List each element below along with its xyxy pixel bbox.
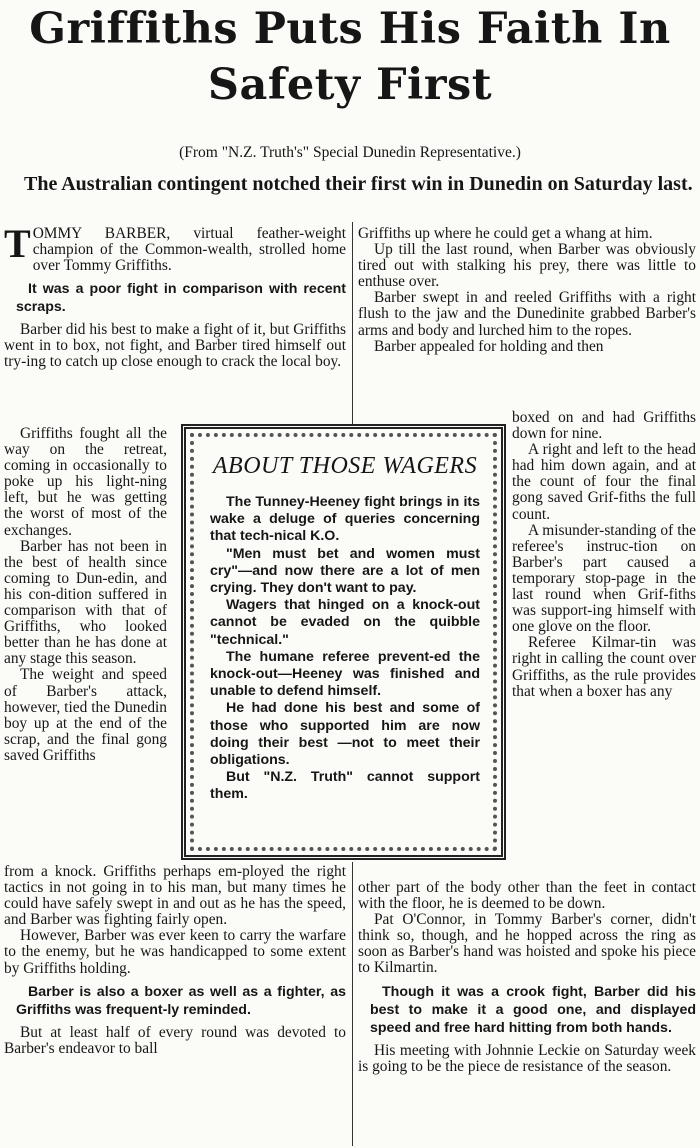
paragraph: However, Barber was ever keen to carry the warfare to the enemy, but he was handicapped to some extent by Griffiths holding. [4, 927, 346, 977]
paragraph: The weight and speed of Barber's attack, however, tied the Dunedin boy up at the end of the scrap, and the final gong saved Griffiths [4, 666, 167, 764]
paragraph: Barber swept in and reeled Griffiths with a right flush to the jaw and the Dunedinite grabbed Barber's arms and body and lurched him to the ropes. [358, 289, 696, 339]
column-rule [352, 222, 353, 424]
paragraph: Barber appealed for holding and then [374, 337, 604, 355]
intro-deck: The Australian contingent notched their first win in Dunedin on Saturday last. [24, 173, 693, 195]
paragraph: His meeting with Johnnie Leckie on Saturday week is going to be the piece de resistance of the season. [358, 1041, 696, 1075]
paragraph: A right and left to the head had him down again, and at the count of four the final gong saved Grif-fiths the full count. [512, 441, 696, 523]
column-right-bottom [358, 880, 696, 1075]
subhead-paragraph: It was a poor fight in comparison with recent scraps. [16, 281, 346, 316]
subhead-paragraph: Barber is also a boxer as well as a fighter, as Griffiths was frequent-ly reminded. [16, 983, 346, 1018]
sidebar-body [210, 494, 480, 804]
sidebar-box [181, 424, 506, 860]
column-right-narrow [512, 410, 696, 700]
sidebar-paragraph: The Tunney-Heeney fight brings in its wake a deluge of queries concerning that tech-nical K.O. [210, 494, 480, 545]
sidebar-paragraph: He had done his best and some of those who supported him are now doing their best —not to meet their obligations. [210, 700, 480, 769]
headline-line-1: Griffiths Puts His Faith In [29, 4, 671, 54]
column-left-narrow [4, 426, 167, 764]
paragraph: But at least half of every round was devoted to Barber's endeavor to ball [4, 1023, 346, 1057]
sidebar-paragraph: The humane referee prevent-ed the knock-out—Heeney was finished and unable to defend himself. [210, 648, 480, 700]
paragraph: from a knock. Griffiths perhaps em-ployed the right tactics in not going in to his man, but many times he could have safely swept in and out as he has the speed, and Barber was fighting fairly open. [4, 863, 346, 929]
paragraph: Griffiths fought all the way on the retreat, coming in occasionally to poke up his light-ning left, but he was getting the worst of most of the exchanges. [4, 425, 167, 539]
paragraph: A misunder-standing of the referee's instruc-tion on Barber's part caused a temporary stop-page in the last round when Grif-fiths was support-ing himself with one glove on the floor. [512, 521, 696, 636]
paragraph: other part of the body other than the feet in contact with the floor, he is deemed to be down. [358, 879, 696, 913]
column-right-top [358, 226, 696, 355]
paragraph: Pat O'Connor, in Tommy Barber's corner, didn't think so, though, and he hopped across the ring as soon as Barber's hand was hoisted and spoke his piece to Kilmartin. [358, 911, 696, 977]
paragraph: Referee Kilmar-tin was right in calling the count over Griffiths, as the rule provides that when a boxer has any [512, 634, 696, 700]
byline: (From "N.Z. Truth's" Special Dunedin Representative.) [179, 144, 521, 161]
column-rule [352, 862, 353, 1146]
sidebar-paragraph: "Men must bet and women must cry"—and now there are a lot of men crying. They don't want to pay. [210, 545, 480, 597]
drop-cap: T [4, 221, 31, 266]
sidebar-paragraph: Wagers that hinged on a knock-out cannot be evaded on the quibble "technical." [210, 597, 480, 648]
subhead-paragraph: Though it was a crook fight, Barber did his best to make it a good one, and displayed speed and free hard hitting from both hands. [370, 983, 696, 1036]
paragraph: Up till the last round, when Barber was obviously tired out with stalking his prey, there was little to enthuse over. [358, 241, 696, 291]
column-left-top [4, 221, 346, 371]
paragraph: Barber did his best to make a fight of it, but Griffiths went in to box, not fight, and Barber tired himself out try-ing to catch up close enough to crack the local boy. [4, 321, 346, 371]
headline-line-2: Safety First [207, 60, 493, 110]
column-left-bottom [4, 864, 346, 1057]
sidebar-paragraph: But "N.Z. Truth" cannot support them. [210, 769, 480, 803]
lead-paragraph: TOMMY BARBER, virtual feather-weight champion of the Common-wealth, strolled home over Tommy Griffiths. [4, 221, 346, 275]
paragraph: Griffiths up where he could get a whang at him. [358, 225, 653, 242]
paragraph: boxed on and had Griffiths down for nine. [512, 409, 696, 443]
sidebar-box-border [190, 433, 497, 851]
paragraph: Barber has not been in the best of health since coming to Dun-edin, and his con-dition suffered in comparison with that of Griffiths, who looked better than he has done at any stage this season. [4, 537, 167, 668]
sidebar-title: ABOUT THOSE WAGERS [212, 453, 478, 479]
